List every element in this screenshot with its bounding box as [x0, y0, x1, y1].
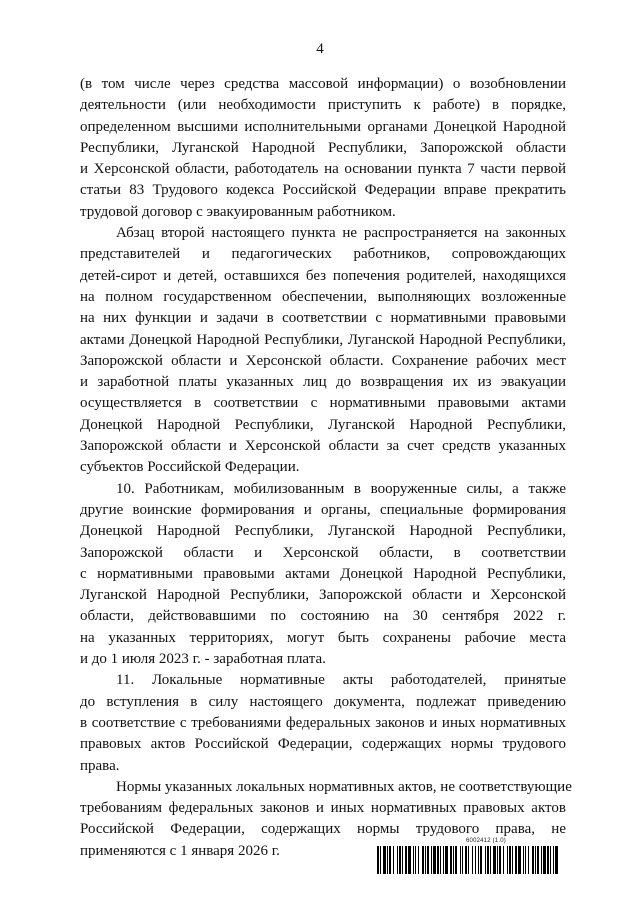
- barcode-bar: [413, 846, 414, 874]
- text-line: Российской Федерации, содержащих нормы трудового права, не: [80, 821, 566, 838]
- barcode-bar: [555, 846, 558, 874]
- text-line: (в том числе через средства массовой информации) о возобновлении: [80, 76, 566, 92]
- barcode-bar: [402, 846, 403, 874]
- barcode-bar: [431, 846, 432, 874]
- text-line: осуществляется в соответствии с нормативными правовыми актами: [80, 395, 566, 412]
- barcode-bar: [450, 846, 452, 874]
- text-line: области, действовавшими по состоянию на 30 сентября 2022 г.: [80, 608, 566, 625]
- text-line: Республики, Луганской Народной Республики, Запорожской области: [80, 139, 566, 156]
- barcode-bar: [468, 846, 469, 874]
- barcode-bar: [518, 846, 521, 874]
- barcode-bar: [525, 846, 526, 874]
- barcode-bar: [532, 846, 534, 874]
- text-line: Запорожской области и Херсонской области за счет средств указанных: [80, 438, 566, 455]
- barcode-bar: [440, 846, 441, 874]
- barcode-bar: [462, 846, 463, 874]
- paragraph-1: [80, 74, 566, 223]
- barcode-bar: [453, 846, 454, 874]
- barcode-bar: [490, 846, 491, 874]
- barcode-bar: [507, 846, 508, 874]
- barcode-bar: [485, 846, 486, 874]
- text-line: 10. Работникам, мобилизованным в вооруженные силы, а также: [116, 480, 566, 497]
- barcode-bar: [543, 846, 546, 874]
- text-line: и заработной платы указанных лиц до возвращения их из эвакуации: [80, 374, 566, 391]
- barcode-bar: [383, 846, 386, 874]
- barcode-bar: [405, 846, 407, 874]
- barcode-bar: [377, 846, 379, 874]
- text-line: 11. Локальные нормативные акты работодателей, принятые: [116, 672, 566, 689]
- document-code: 6002412 (1.0): [466, 838, 506, 844]
- text-line: другие воинские формирования и органы, специальные формирования: [80, 501, 566, 518]
- barcode-bar: [528, 846, 529, 874]
- barcode-bar: [541, 846, 542, 874]
- paragraph-item-10: [80, 479, 566, 671]
- text-line: на них функции и задачи в соответствии с нормативными правовыми: [80, 310, 566, 327]
- barcode-bar: [493, 846, 496, 874]
- barcode-bar: [427, 846, 429, 874]
- barcode-bar: [389, 846, 391, 874]
- text-line: применяются с 1 января 2026 г.: [80, 842, 280, 859]
- page-number: 4: [316, 41, 324, 57]
- paragraph-2: [80, 223, 566, 479]
- text-line: Абзац второй настоящего пункта не распространяется на законных: [116, 225, 566, 242]
- text-line: Луганской Народной Республики, Запорожской области и Херсонской: [80, 587, 566, 604]
- barcode-bar: [515, 846, 517, 874]
- barcode-bar: [465, 846, 467, 874]
- barcode-bar: [455, 846, 457, 874]
- barcode-bar: [509, 846, 511, 874]
- text-line: права.: [80, 757, 120, 774]
- barcode-bar: [535, 846, 536, 874]
- barcode-bar: [497, 846, 498, 874]
- barcode-bar: [478, 846, 479, 874]
- text-line: Нормы указанных локальных нормативных актов, не соответствующие: [116, 778, 572, 795]
- paragraph-item-11: [80, 670, 566, 776]
- barcode-bar: [380, 846, 381, 874]
- text-line: правовых актов Российской Федерации, содержащих нормы трудового: [80, 736, 566, 753]
- text-line: требованиям федеральных законов и иных нормативных правовых актов: [80, 800, 566, 817]
- text-line: Донецкой Народной Республики, Луганской Народной Республики,: [80, 416, 566, 433]
- text-line: статьи 83 Трудового кодекса Российской Федерации вправе прекратить: [80, 182, 566, 199]
- barcode-bar: [445, 846, 448, 874]
- barcode-bar: [499, 846, 501, 874]
- text-line: на полном государственном обеспечении, выполняющих возложенные: [80, 288, 566, 305]
- text-line: и Херсонской области, работодатель на основании пункта 7 части первой: [80, 161, 566, 178]
- barcode-bar: [415, 846, 416, 874]
- barcode-bar: [487, 846, 489, 874]
- barcode-bar: [393, 846, 394, 874]
- barcode-bar: [475, 846, 476, 874]
- barcode-bar: [433, 846, 436, 874]
- barcode-bar: [503, 846, 504, 874]
- barcode-bar: [399, 846, 401, 874]
- barcode-bar: [537, 846, 539, 874]
- text-line: определенном высшими исполнительными органами Донецкой Народной: [80, 118, 566, 135]
- barcode-bar: [460, 846, 461, 874]
- barcode-icon: [377, 846, 559, 874]
- text-line: деятельности (или необходимости приступить к работе) в порядке,: [80, 97, 566, 114]
- text-line: актами Донецкой Народной Республики, Луганской Народной Республики,: [80, 331, 566, 348]
- barcode-bar: [512, 846, 513, 874]
- barcode-bar: [472, 846, 473, 874]
- text-line: до вступления в силу настоящего документа, подлежат приведению: [80, 693, 566, 710]
- document-body: [80, 74, 572, 862]
- text-line: Запорожской области и Херсонской области. Сохранение рабочих мест: [80, 352, 566, 369]
- barcode-bar: [443, 846, 444, 874]
- barcode-bar: [422, 846, 424, 874]
- barcode-bar: [387, 846, 388, 874]
- barcode-bar: [397, 846, 398, 874]
- text-line: в соответствие с требованиями федеральных законов и иных нормативных: [80, 714, 566, 731]
- barcode-bar: [408, 846, 411, 874]
- text-line: представителей и педагогических работников, сопровождающих: [80, 246, 566, 263]
- text-line: и до 1 июля 2023 г. - заработная плата.: [80, 651, 326, 668]
- barcode-bar: [437, 846, 439, 874]
- barcode-bar: [418, 846, 419, 874]
- barcode-bar: [523, 846, 524, 874]
- barcode-bar: [550, 846, 551, 874]
- text-line: субъектов Российской Федерации.: [80, 459, 300, 476]
- barcode-bar: [425, 846, 426, 874]
- barcode-bar: [553, 846, 554, 874]
- barcode-bar: [480, 846, 482, 874]
- text-line: с нормативными правовыми актами Донецкой Народной Республики,: [80, 565, 566, 582]
- barcode-bar: [547, 846, 549, 874]
- text-line: трудовой договор с эвакуированным работником.: [80, 203, 396, 220]
- text-line: Запорожской области и Херсонской области, в соответствии: [80, 544, 566, 561]
- text-line: Донецкой Народной Республики, Луганской Народной Республики,: [80, 523, 566, 540]
- text-line: на указанных территориях, могут быть сохранены рабочие места: [80, 629, 566, 646]
- text-line: детей-сирот и детей, оставшихся без попечения родителей, находящихся: [80, 267, 566, 284]
